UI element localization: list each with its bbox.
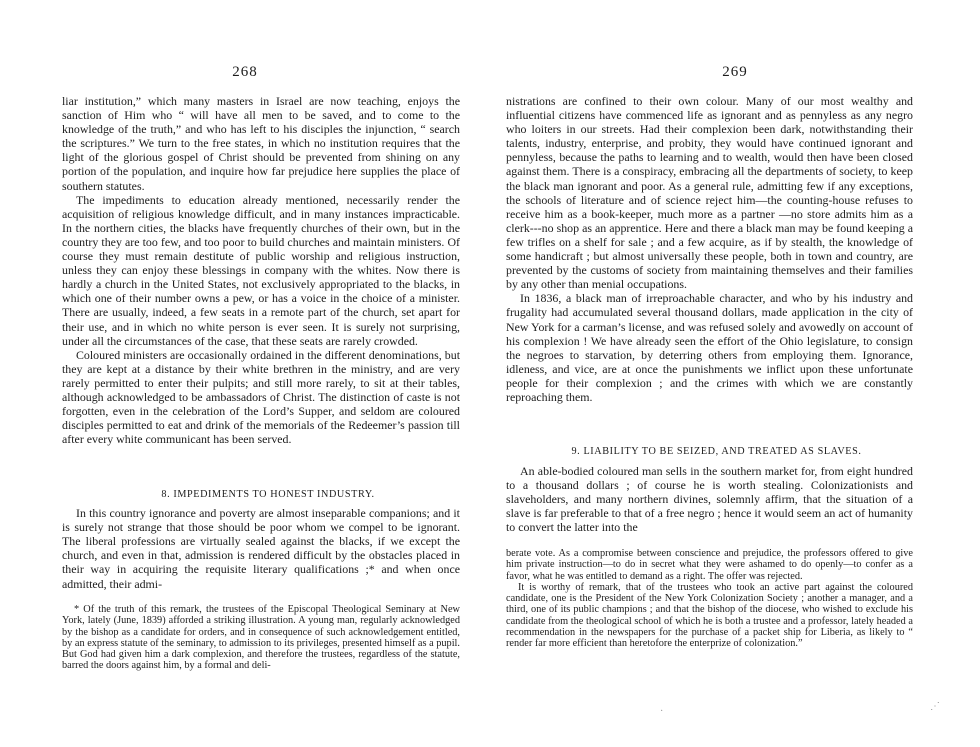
left-footnote	[62, 604, 460, 672]
section-heading: 9. LIABILITY TO BE SEIZED, AND TREATED AS SLAVES.	[571, 446, 862, 457]
right-page	[490, 0, 980, 747]
scan-speck: ·	[660, 706, 664, 717]
left-section-8	[62, 488, 460, 591]
paragraph: Coloured ministers are occasionally ordained in the different denominations, but they are kept at a distance by their white brethren in the ministry, and are very rarely permitted to enter their pulpits; and still more rarely, to sit at their tables, although acknowledged to be ambassadors of Christ. The distinction of caste is not forgotten, even in the celebration of the Lord’s Supper, and seldom are coloured disciples permitted to eat and drink of the memorials of the Redeemer’s passion till after every white communicant has been served.	[62, 347, 460, 447]
paragraph: An able-bodied coloured man sells in the southern market for, from eight hundred to a thousand dollars ; of course he is worth stealing. Colonizationists and slaveholders, and many northern divines, solemnly affirm, that the situation of a slave is far preferable to that of a free negro ; hence it would seem an act of humanity to convert the latter into the	[506, 464, 913, 535]
footnote-text: berate vote. As a compromise between conscience and prejudice, the professors offered to give him private instruction—to do in secret what they were ashamed to do openly—to confer as a favor, what he was entitled to demand as a right. The offer was rejected.	[506, 548, 913, 582]
footnote-text: It is worthy of remark, that of the trustees who took an active part against the coloured candidate, one is the President of the New York Colonization Society ; another a manager, and a third, one of its public champions ; and that the bishop of the diocese, who wished to exclude his candidate from the theological school of which he is both a trustee and a professor, lately headed a recommendation in the newspapers for the purchase of a packet ship for Liberia, as likely to “ render far more efficient than heretofore the enterprize of colonization.”	[506, 581, 913, 650]
left-body-text	[62, 94, 460, 446]
section-heading: 8. IMPEDIMENTS TO HONEST INDUSTRY.	[161, 489, 375, 500]
footnote-text: * Of the truth of this remark, the trustees of the Episcopal Theological Seminary at New York, lately (June, 1839) afforded a striking illustration. A young man, regularly acknowledged by the bishop as a candidate for orders, and in consequence of such acknowledgement entitled, by an express statute of the seminary, to admission to its privileges, presented himself as a pupil. But God had given him a dark complexion, and therefore the trustees, regardless of the statute, barred the doors against him, by a formal and deli-	[62, 604, 460, 672]
paragraph: In this country ignorance and poverty are almost inseparable companions; and it is surely not strange that those should be poor whom we compel to be ignorant. The liberal professions are virtually sealed against the blacks, if we except the church, and even in that, admission is rendered difficult by the obstacles placed in their way in acquiring the requisite literary qualifications ;* and when once admitted, their admi-	[62, 506, 460, 591]
right-body-text	[506, 94, 913, 404]
right-footnote	[506, 548, 913, 650]
paragraph: nistrations are confined to their own colour. Many of our most wealthy and influential citizens have commenced life as ignorant and as pennyless as any negro who loiters in our streets. Had their complexion been dark, notwithstanding their talents, industry, enterprise, and probity, they would have continued ignorant and pennyless, because the paths to learning and to wealth, would then have been closed against them. There is a conspiracy, embracing all the departments of society, to keep the black man ignorant and poor. As a general rule, admitting few if any exceptions, the schools of literature and of science reject him—the counting-house refuses to receive him as a book-keeper, much more as a partner —no store admits him as a clerk---no shop as an apprentice. Here and there a black man may be found keeping a few trifles on a shelf for sale ; and a few acquire, as if by stealth, the knowledge of some handicraft ; but almost universally these people, both in town and country, are prevented by the customs of society from maintaining themselves and their families by any other than menial occupations.	[506, 94, 913, 292]
right-section-9	[506, 445, 913, 535]
scan-speck: ⋰	[930, 701, 940, 712]
page-number-right: 269	[722, 64, 748, 80]
paragraph: liar institution,” which many masters in Israel are now teaching, enjoys the sanction of Him who “ will have all men to be saved, and to come to the knowledge of the truth,” and who has left to his disciples the injunction, “ search the scriptures.” We turn to the free states, in which no institution requires that the light of the glorious gospel of Christ should be prevented from shining on any portion of the population, and inquire how far prejudice here supplies the place of southern statutes.	[62, 94, 460, 193]
page-number-left: 268	[232, 64, 258, 80]
paragraph: In 1836, a black man of irreproachable character, and who by his industry and frugality had accumulated several thousand dollars, made application in the city of New York for a carman’s license, and was refused solely and avowedly on account of his complexion ! We have already seen the effort of the Ohio legislature, to consign the negroes to starvation, by deterring others from employing them. Ignorance, idleness, and vice, are at once the punishments we inflict upon these unfortunate people for their complexion ; and the crimes with which we are constantly reproaching them.	[506, 291, 913, 404]
paragraph: The impediments to education already mentioned, necessarily render the acquisition of religious knowledge difficult, and in many instances impracticable. In the northern cities, the blacks have frequently churches of their own, but in the country they are too few, and too poor to build churches and maintain ministers. Of course they must remain destitute of public worship and religious instruction, unless they can enjoy these blessings in company with the whites. Now there is hardly a church in the United States, not exclusively appropriated to the blacks, in which one of their number owns a pew, or has a voice in the choice of a minister. There are usually, indeed, a few seats in a remote part of the church, set apart for their use, and in which no white person is ever seen. It is surely not surprising, under all the circumstances of the case, that these seats are rarely crowded.	[62, 192, 460, 348]
